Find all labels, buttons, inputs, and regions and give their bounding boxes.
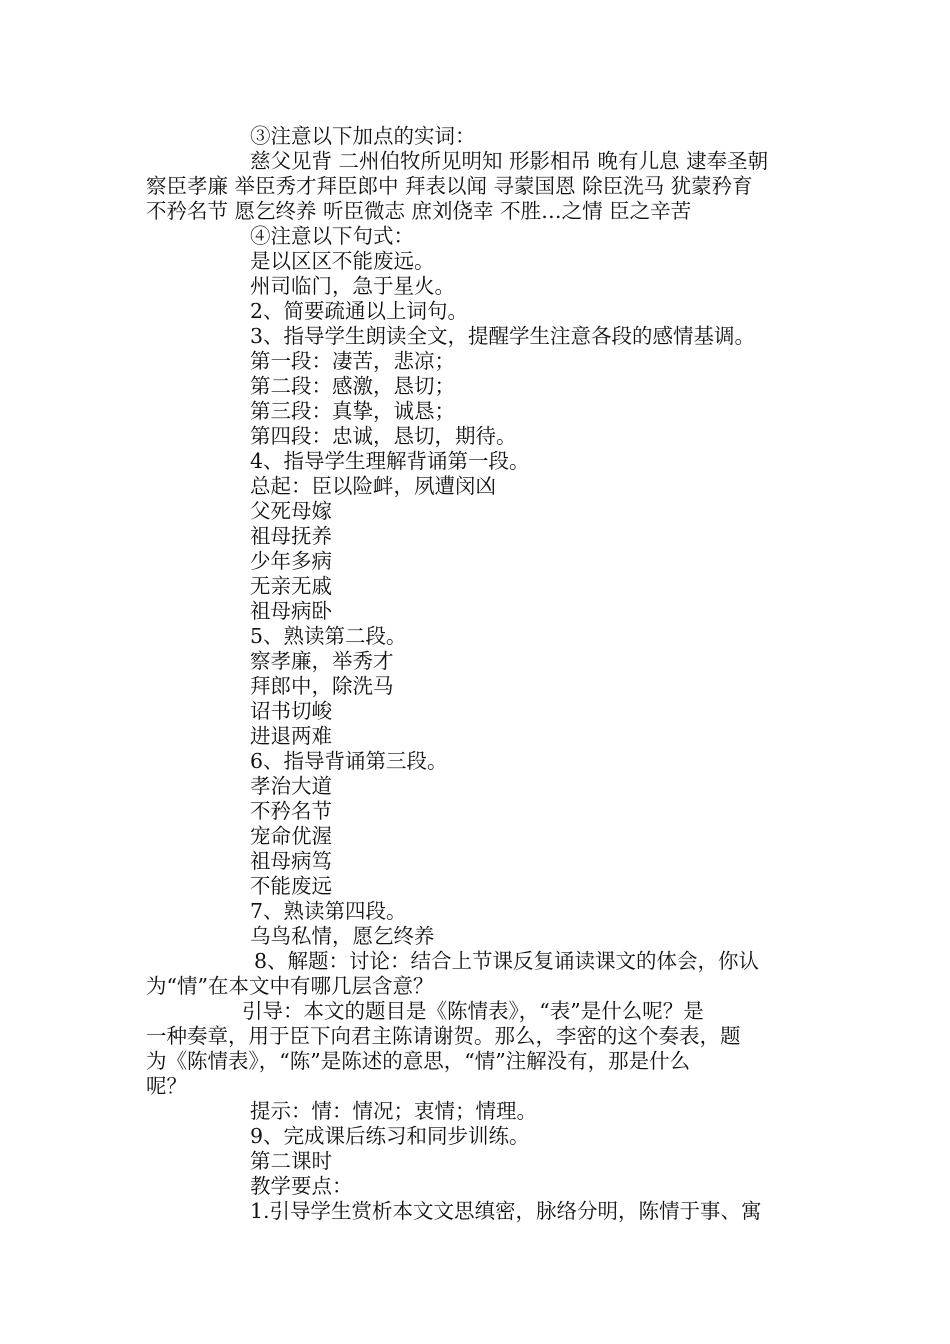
text-line: 进退两难 [250,724,332,748]
text-line: 乌鸟私情，愿乞终养 [250,924,435,948]
text-line: 一种奏章，用于臣下向君主陈请谢贺。那么，李密的这个奏表，题 [146,1024,741,1048]
text-line: 宠命优渥 [250,824,332,848]
text-line: 教学要点： [250,1174,353,1198]
text-line: 8、解题：讨论：结合上节课反复诵读课文的体会，你认 [254,949,760,973]
text-line: 为“情”在本文中有哪几层含意？ [146,974,434,998]
text-line: ④注意以下句式： [250,224,414,248]
text-line: 总起：臣以险衅，夙遭闵凶 [250,474,496,498]
text-line: 不矜名节 愿乞终养 听臣微志 庶刘侥幸 不胜…之情 臣之辛苦 [146,199,692,223]
text-line: 不能废远 [250,874,332,898]
text-line: 6、指导背诵第三段。 [250,749,448,773]
text-line: 第二课时 [250,1149,332,1173]
text-line: 孝治大道 [250,774,332,798]
text-line: 9、完成课后练习和同步训练。 [250,1124,530,1148]
text-line: 3、指导学生朗读全文，提醒学生注意各段的感情基调。 [250,324,756,348]
text-line: 无亲无戚 [250,574,332,598]
text-line: 提示：情：情况；衷情；情理。 [250,1099,537,1123]
text-line: 5、熟读第二段。 [250,624,407,648]
text-line: ③注意以下加点的实词： [250,124,476,148]
text-line: 州司临门，急于星火。 [250,274,455,298]
text-line: 是以区区不能废远。 [250,249,435,273]
text-line: 不矜名节 [250,799,332,823]
text-line: 父死母嫁 [250,499,332,523]
document-body [146,124,806,1224]
text-line: 祖母抚养 [250,524,332,548]
text-line: 少年多病 [250,549,332,573]
text-line: 1.引导学生赏析本文文思缜密，脉络分明，陈情于事、寓 [250,1199,762,1223]
text-line: 第一段：凄苦，悲凉； [250,349,455,373]
text-line: 为《陈情表》，“陈”是陈述的意思，“情”注解没有，那是什么 [146,1049,691,1073]
text-line: 拜郎中，除洗马 [250,674,394,698]
text-line: 呢？ [146,1074,187,1098]
text-line: 引导：本文的题目是《陈情表》，“表”是什么呢？是 [242,999,704,1023]
text-line: 察臣孝廉 举臣秀才拜臣郎中 拜表以闻 寻蒙国恩 除臣洗马 犹蒙矜育 [146,174,753,198]
text-line: 7、熟读第四段。 [250,899,407,923]
text-line: 第三段：真挚，诚恳； [250,399,455,423]
text-line: 第四段：忠诚，恳切，期待。 [250,424,517,448]
text-line: 第二段：感激，恳切； [250,374,455,398]
text-line: 4、指导学生理解背诵第一段。 [250,449,530,473]
text-line: 2、简要疏通以上词句。 [250,299,469,323]
text-line: 祖母病笃 [250,849,332,873]
text-line: 诏书切峻 [250,699,332,723]
text-line: 慈父见背 二州伯牧所见明知 形影相吊 晚有儿息 逮奉圣朝 [250,149,769,173]
text-line: 祖母病卧 [250,599,332,623]
text-line: 察孝廉，举秀才 [250,649,394,673]
